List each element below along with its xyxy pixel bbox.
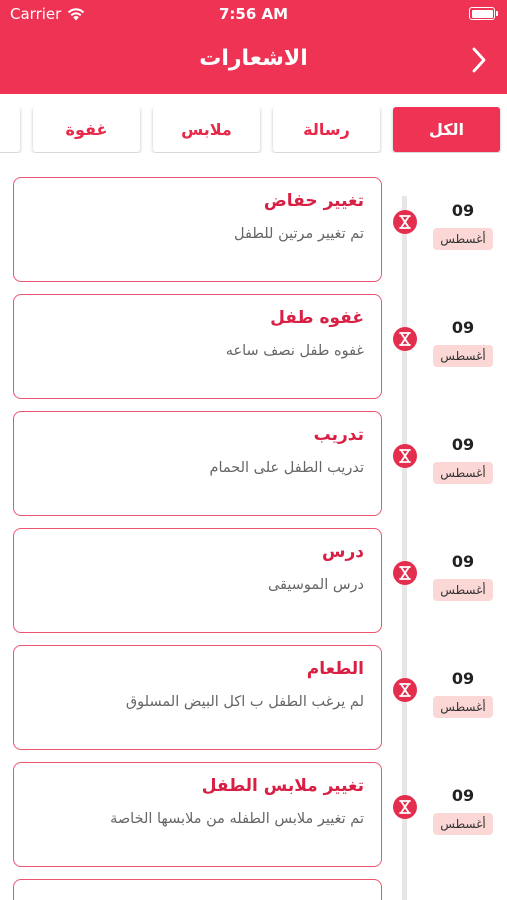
notification-body: درس الموسيقى	[267, 577, 364, 593]
hourglass-icon	[393, 678, 417, 702]
notification-card[interactable]	[13, 411, 382, 516]
notification-day: 09	[451, 669, 475, 688]
notification-month: أغسطس	[433, 813, 493, 835]
carrier-label: Carrier	[10, 5, 62, 23]
notification-body: تدريب الطفل على الحمام	[209, 460, 364, 476]
notification-month: أغسطس	[433, 228, 493, 250]
notification-day: 09	[451, 318, 475, 337]
tab-nap[interactable]: غفوة	[33, 107, 140, 152]
notification-day: 09	[451, 201, 475, 220]
hourglass-icon	[393, 327, 417, 351]
tab-message[interactable]: رسالة	[273, 107, 380, 152]
notification-card[interactable]	[13, 528, 382, 633]
notification-title: درس	[322, 542, 364, 562]
chevron-right-icon	[471, 47, 487, 73]
notification-day: 09	[451, 435, 475, 454]
notification-month: أغسطس	[433, 579, 493, 601]
notification-day: 09	[451, 786, 475, 805]
hourglass-icon	[393, 561, 417, 585]
back-button[interactable]	[465, 44, 493, 76]
tab-clothes[interactable]: ملابس	[153, 107, 260, 152]
notification-body: غفوه طفل نصف ساعه	[225, 343, 364, 359]
notification-day: 09	[451, 552, 475, 571]
notification-month: أغسطس	[433, 345, 493, 367]
tab-partial[interactable]	[0, 107, 20, 152]
app-header	[0, 0, 507, 94]
notification-card[interactable]	[13, 177, 382, 282]
notification-title: غفوه طفل	[270, 308, 364, 328]
notification-month: أغسطس	[433, 696, 493, 718]
notification-body: لم يرغب الطفل ب اكل البيض المسلوق	[125, 694, 364, 710]
notification-title: تغيير حفاض	[263, 191, 364, 211]
hourglass-icon	[393, 444, 417, 468]
battery-icon	[469, 7, 495, 20]
notification-title: تغيير ملابس الطفل	[201, 776, 364, 796]
notification-body: تم تغيير مرتين للطفل	[234, 226, 364, 242]
tab-all[interactable]: الكل	[393, 107, 500, 152]
status-time: 7:56 AM	[218, 5, 289, 23]
status-bar	[0, 0, 507, 28]
notification-title: الطعام	[306, 659, 364, 679]
notification-title: تدريب	[313, 425, 364, 445]
page-title: الاشعارات	[199, 46, 308, 71]
filter-tabs	[0, 107, 507, 153]
notification-month: أغسطس	[433, 462, 493, 484]
notification-card[interactable]	[13, 879, 382, 900]
notification-card[interactable]	[13, 645, 382, 750]
notification-card[interactable]	[13, 294, 382, 399]
notification-card[interactable]	[13, 762, 382, 867]
hourglass-icon	[393, 795, 417, 819]
notification-body: تم تغيير ملابس الطفله من ملابسها الخاصة	[110, 811, 364, 827]
hourglass-icon	[393, 210, 417, 234]
